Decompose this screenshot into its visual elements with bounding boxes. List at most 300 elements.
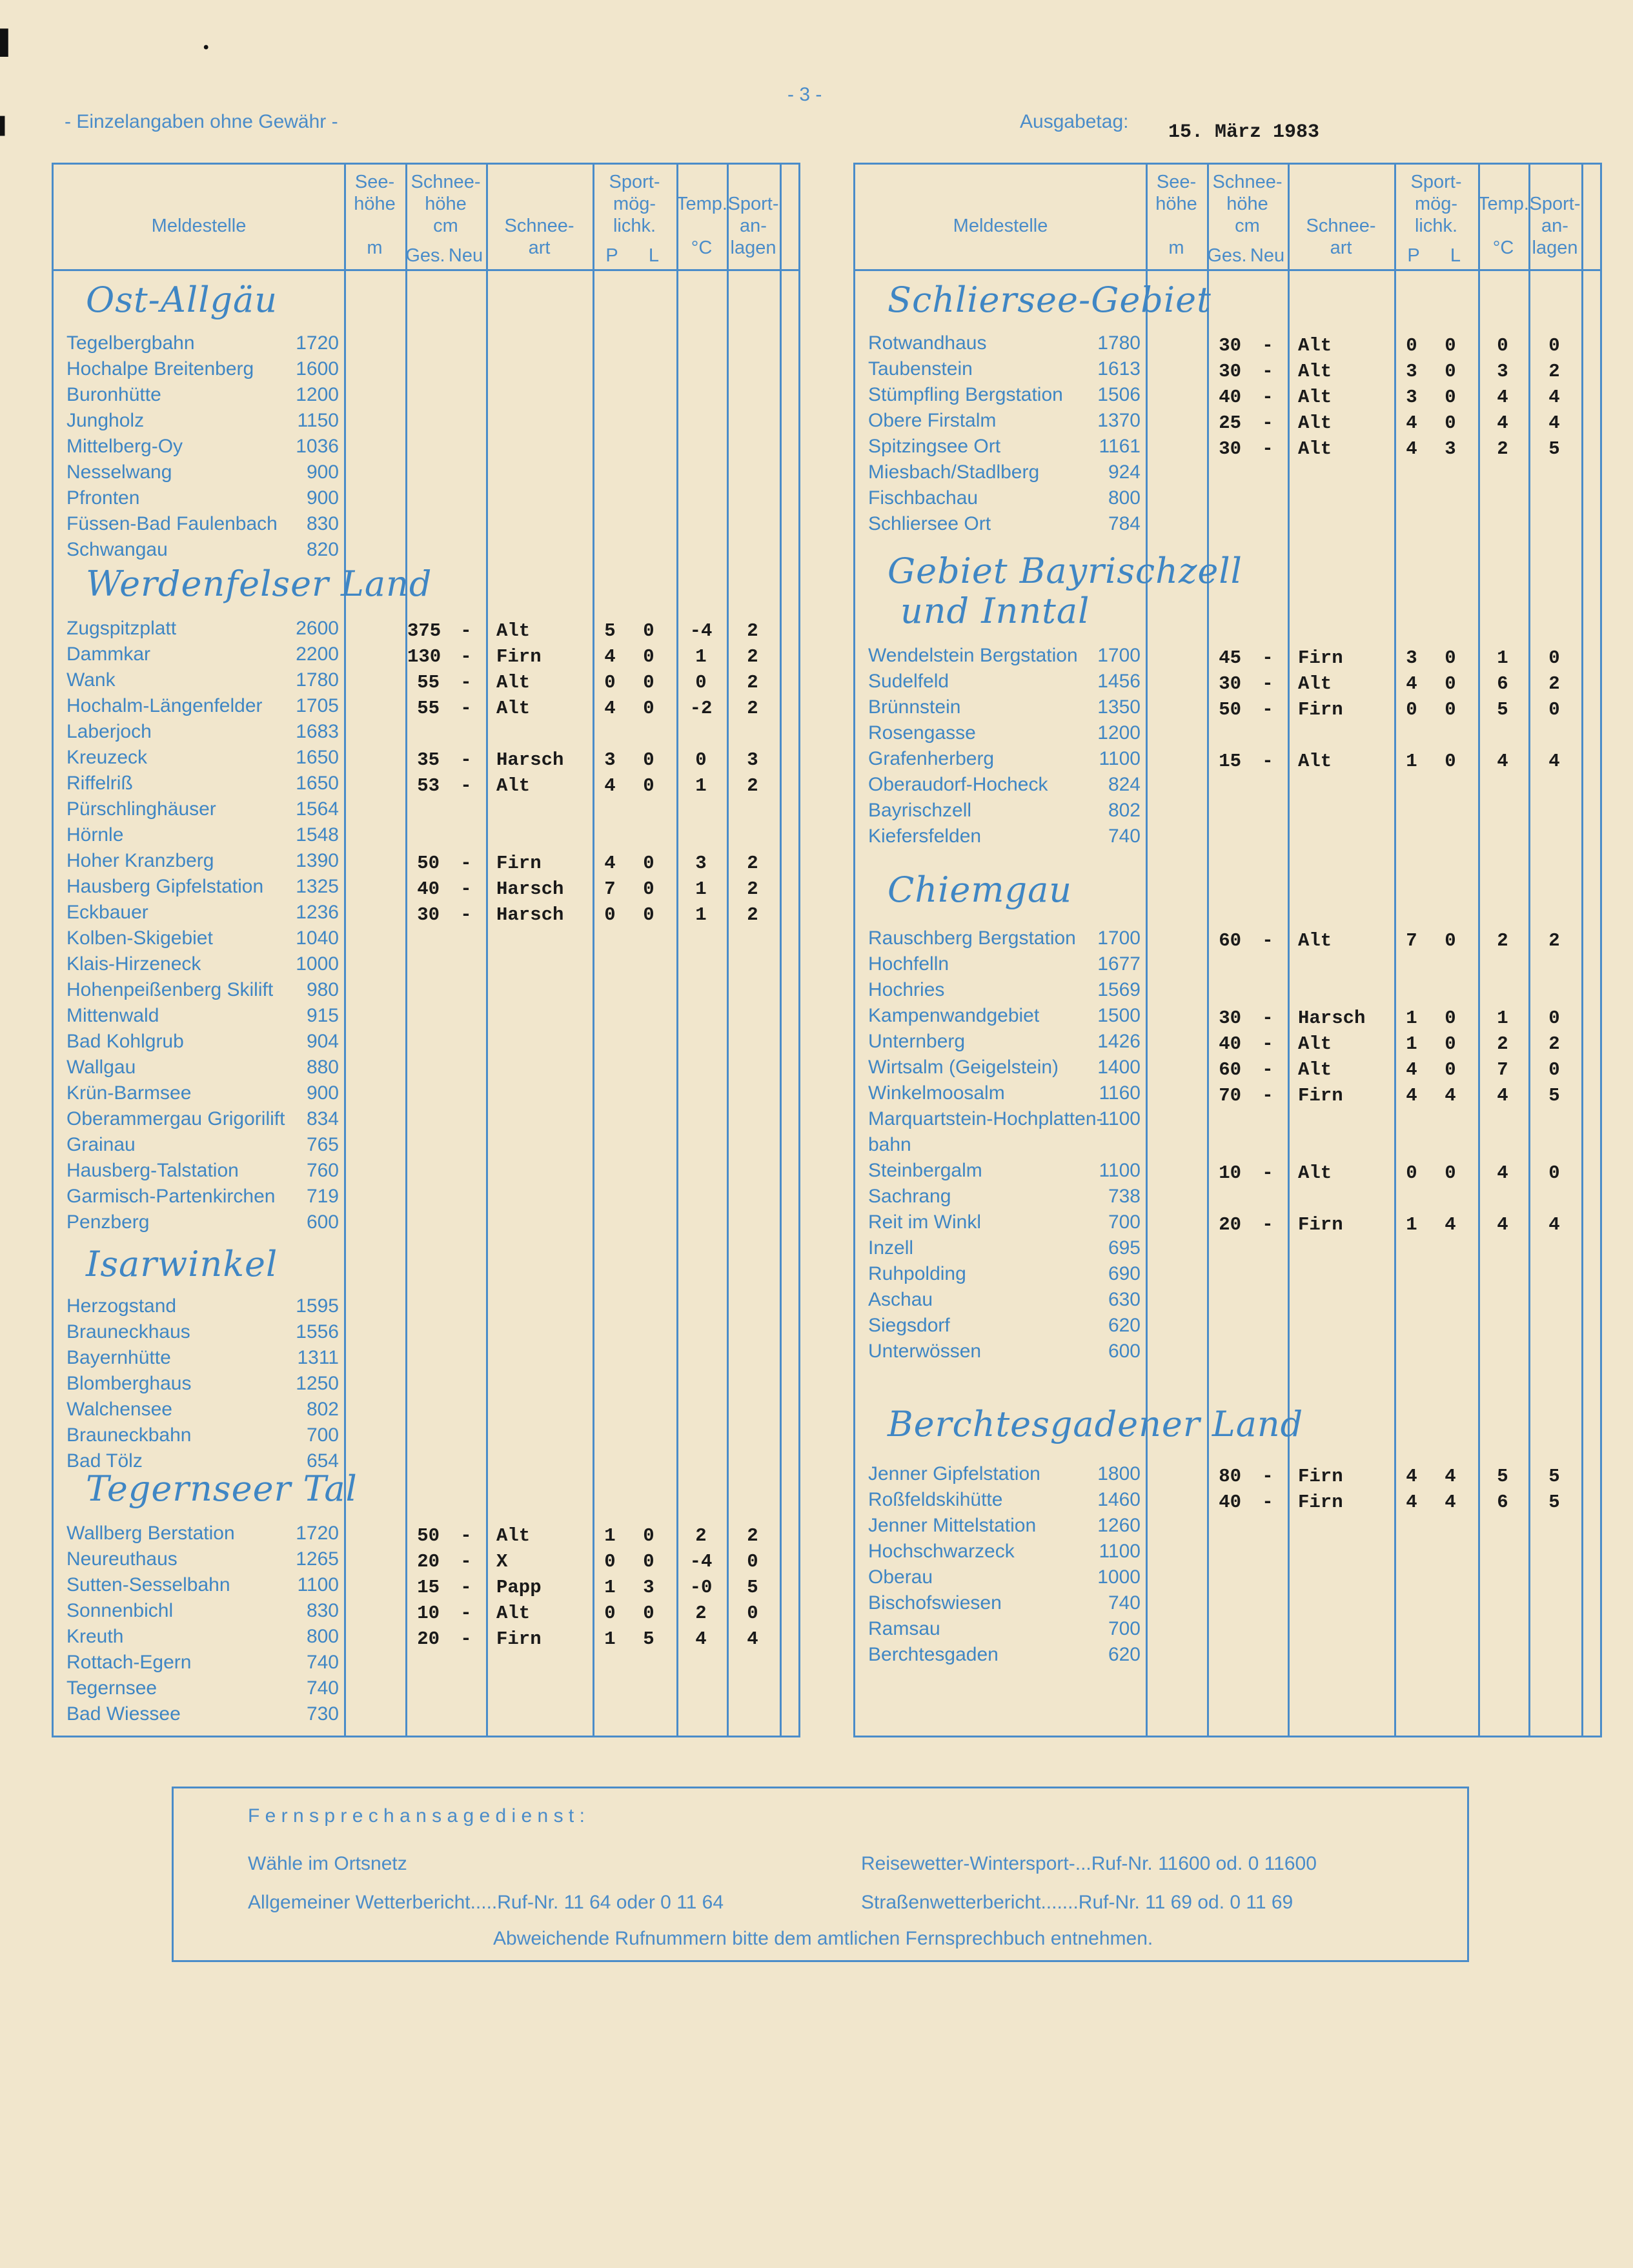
sport-l: 0 bbox=[643, 878, 654, 900]
snow-type: Alt bbox=[1298, 387, 1332, 408]
right-table bbox=[853, 163, 1602, 1737]
altitude: 1150 bbox=[297, 410, 339, 431]
station-name: Füssen-Bad Faulenbach bbox=[66, 513, 278, 534]
station-name: Oberammergau Grigorilift bbox=[66, 1108, 285, 1129]
header-sport-p: P bbox=[1407, 245, 1420, 266]
temperature: 1 bbox=[1497, 647, 1508, 669]
station-name: Rauschberg Bergstation bbox=[868, 927, 1076, 949]
snow-new: - bbox=[1262, 1162, 1273, 1184]
lifts: 5 bbox=[1548, 1466, 1560, 1487]
station-row bbox=[855, 1289, 1600, 1315]
snow-type: Harsch bbox=[496, 878, 564, 900]
temperature: 4 bbox=[1497, 751, 1508, 772]
lifts: 2 bbox=[747, 904, 758, 926]
altitude: 802 bbox=[306, 1399, 339, 1420]
snow-new: - bbox=[1262, 1085, 1273, 1106]
sport-p: 0 bbox=[604, 672, 616, 693]
altitude: 904 bbox=[306, 1031, 339, 1052]
station-name: Hoher Kranzberg bbox=[66, 850, 214, 871]
altitude: 1100 bbox=[1099, 1541, 1141, 1562]
station-name: Eckbauer bbox=[66, 902, 148, 923]
altitude: 1500 bbox=[1097, 1005, 1141, 1026]
station-name: Rottach-Egern bbox=[66, 1652, 192, 1673]
station-name: Buronhütte bbox=[66, 384, 161, 405]
altitude: 740 bbox=[1108, 825, 1141, 847]
temperature: 3 bbox=[695, 853, 707, 874]
altitude: 1650 bbox=[296, 773, 339, 794]
station-name: Jenner Mittelstation bbox=[868, 1515, 1037, 1536]
station-row bbox=[54, 876, 798, 902]
station-name: Sachrang bbox=[868, 1186, 951, 1207]
altitude: 765 bbox=[306, 1134, 339, 1155]
station-row bbox=[855, 1489, 1600, 1515]
altitude: 600 bbox=[306, 1211, 339, 1233]
station-row bbox=[855, 1108, 1600, 1134]
station-row bbox=[855, 1057, 1600, 1082]
station-row bbox=[54, 1134, 798, 1160]
station-name: Herzogstand bbox=[66, 1295, 177, 1317]
sport-l: 0 bbox=[1445, 1007, 1456, 1029]
altitude: 980 bbox=[306, 979, 339, 1000]
temperature: 0 bbox=[695, 749, 707, 771]
station-row bbox=[855, 1031, 1600, 1057]
lifts: 0 bbox=[1548, 647, 1560, 669]
station-row bbox=[855, 825, 1600, 851]
altitude: 760 bbox=[306, 1160, 339, 1181]
altitude: 1700 bbox=[1097, 645, 1141, 666]
sport-p: 1 bbox=[1406, 751, 1417, 772]
station-row bbox=[855, 696, 1600, 722]
sport-p: 1 bbox=[1406, 1033, 1417, 1055]
temperature: 1 bbox=[1497, 1007, 1508, 1029]
snow-new: - bbox=[460, 1577, 472, 1598]
snow-total: 30 bbox=[1219, 438, 1241, 460]
lifts: 0 bbox=[1548, 1059, 1560, 1080]
sport-l: 0 bbox=[643, 749, 654, 771]
sport-p: 3 bbox=[604, 749, 616, 771]
station-row bbox=[855, 1082, 1600, 1108]
station-row bbox=[855, 722, 1600, 748]
snow-type: Harsch bbox=[496, 904, 564, 926]
altitude: 1556 bbox=[296, 1321, 339, 1342]
sport-l: 0 bbox=[643, 853, 654, 874]
station-name: Brünnstein bbox=[868, 696, 961, 718]
altitude: 1780 bbox=[296, 669, 339, 691]
snow-type: Alt bbox=[1298, 335, 1332, 356]
station-row bbox=[54, 953, 798, 979]
header-station: Meldestelle bbox=[151, 216, 247, 236]
altitude: 1161 bbox=[1099, 436, 1141, 457]
station-row bbox=[855, 927, 1600, 953]
station-row bbox=[855, 436, 1600, 461]
snow-total: 53 bbox=[417, 775, 440, 796]
sport-l: 4 bbox=[1445, 1492, 1456, 1513]
station-row bbox=[54, 1160, 798, 1186]
temperature: 3 bbox=[1497, 361, 1508, 382]
temperature: 5 bbox=[1497, 699, 1508, 720]
station-row bbox=[54, 927, 798, 953]
snow-total: 45 bbox=[1219, 647, 1241, 669]
snow-total: 25 bbox=[1219, 412, 1241, 434]
station-row bbox=[54, 695, 798, 721]
station-name: Pfronten bbox=[66, 487, 140, 509]
altitude: 1780 bbox=[1097, 332, 1141, 354]
station-row bbox=[54, 824, 798, 850]
altitude: 1160 bbox=[1099, 1082, 1141, 1104]
snow-type: Alt bbox=[1298, 751, 1332, 772]
lifts: 2 bbox=[747, 672, 758, 693]
temperature: 2 bbox=[695, 1525, 707, 1546]
altitude: 730 bbox=[306, 1703, 339, 1725]
altitude: 830 bbox=[306, 513, 339, 534]
altitude: 1595 bbox=[296, 1295, 339, 1317]
altitude: 1800 bbox=[1097, 1463, 1141, 1484]
section-title-line2: und Inntal bbox=[900, 591, 1090, 631]
snow-new: - bbox=[460, 1628, 472, 1650]
altitude: 700 bbox=[1108, 1618, 1141, 1639]
altitude: 695 bbox=[1108, 1237, 1141, 1259]
section-title: Berchtesgadener Land bbox=[888, 1404, 1304, 1444]
station-name: Bayrischzell bbox=[868, 800, 972, 821]
header-snow-total: Ges. bbox=[405, 245, 445, 266]
station-name: Kiefersfelden bbox=[868, 825, 982, 847]
temperature: 4 bbox=[1497, 387, 1508, 408]
sport-p: 0 bbox=[1406, 335, 1417, 356]
station-name: Riffelriß bbox=[66, 773, 133, 794]
station-name: Dammkar bbox=[66, 643, 151, 665]
snow-type: Alt bbox=[1298, 1162, 1332, 1184]
station-name: Walchensee bbox=[66, 1399, 172, 1420]
station-name: Brauneckbahn bbox=[66, 1424, 192, 1446]
snow-type: Alt bbox=[496, 1525, 531, 1546]
station-name: Hochalm-Längenfelder bbox=[66, 695, 263, 716]
snow-new: - bbox=[1262, 335, 1273, 356]
station-row bbox=[54, 487, 798, 513]
header-sport-l: L bbox=[648, 245, 660, 266]
station-name: Krün-Barmsee bbox=[66, 1082, 192, 1104]
snow-new: - bbox=[1262, 361, 1273, 382]
temperature: 4 bbox=[1497, 1085, 1508, 1106]
station-name: Bad Wiessee bbox=[66, 1703, 181, 1725]
punch-mark-top: ▌ bbox=[0, 28, 17, 55]
altitude: 900 bbox=[306, 461, 339, 483]
sport-l: 3 bbox=[1445, 438, 1456, 460]
temperature: -2 bbox=[689, 698, 713, 719]
station-row bbox=[855, 1211, 1600, 1237]
sport-l: 0 bbox=[1445, 335, 1456, 356]
header-sport-l: L bbox=[1450, 245, 1461, 266]
sport-l: 0 bbox=[1445, 1162, 1456, 1184]
snow-type: Alt bbox=[1298, 673, 1332, 694]
station-name: Jenner Gipfelstation bbox=[868, 1463, 1040, 1484]
sport-p: 4 bbox=[1406, 1492, 1417, 1513]
sport-l: 0 bbox=[1445, 387, 1456, 408]
sport-p: 0 bbox=[1406, 699, 1417, 720]
station-row bbox=[54, 1626, 798, 1652]
issue-date: 15. März 1983 bbox=[1168, 121, 1320, 143]
snow-total: 60 bbox=[1219, 1059, 1241, 1080]
station-row bbox=[54, 850, 798, 876]
header-altitude: See- höhe m bbox=[1155, 172, 1197, 258]
phone-line-left-1: Wähle im Ortsnetz bbox=[248, 1853, 407, 1874]
station-row bbox=[54, 1347, 798, 1373]
snow-total: 15 bbox=[417, 1577, 440, 1598]
snow-new: - bbox=[1262, 930, 1273, 951]
snow-type: Alt bbox=[1298, 1033, 1332, 1055]
lifts: 5 bbox=[1548, 438, 1560, 460]
temperature: 5 bbox=[1497, 1466, 1508, 1487]
snow-new: - bbox=[1262, 699, 1273, 720]
station-row bbox=[54, 332, 798, 358]
section-title: Werdenfelser Land bbox=[86, 563, 432, 604]
altitude: 824 bbox=[1108, 774, 1141, 795]
sport-p: 1 bbox=[1406, 1007, 1417, 1029]
sport-l: 0 bbox=[643, 904, 654, 926]
snow-type: Harsch bbox=[496, 749, 564, 771]
station-row bbox=[54, 669, 798, 695]
snow-total: 30 bbox=[1219, 1007, 1241, 1029]
section-title: Gebiet Bayrischzell bbox=[888, 551, 1242, 591]
altitude: 700 bbox=[1108, 1211, 1141, 1233]
snow-total: 55 bbox=[417, 698, 440, 719]
altitude: 1000 bbox=[296, 953, 339, 975]
altitude: 2600 bbox=[296, 618, 339, 639]
sport-l: 0 bbox=[643, 1603, 654, 1624]
snow-new: - bbox=[460, 698, 472, 719]
phone-service-title: F e r n s p r e c h a n s a g e d i e n s t : bbox=[248, 1805, 585, 1827]
station-name: Taubenstein bbox=[868, 358, 973, 380]
sport-l: 0 bbox=[1445, 361, 1456, 382]
phone-service-note: Abweichende Rufnummern bitte dem amtlichen Fernsprechbuch entnehmen. bbox=[493, 1928, 1153, 1949]
station-name: Hörnle bbox=[66, 824, 124, 845]
altitude: 1100 bbox=[1099, 748, 1141, 769]
altitude: 1548 bbox=[296, 824, 339, 845]
snow-new: - bbox=[1262, 1059, 1273, 1080]
altitude: 1100 bbox=[1099, 1160, 1141, 1181]
altitude: 700 bbox=[306, 1424, 339, 1446]
station-row bbox=[855, 953, 1600, 979]
altitude: 1311 bbox=[297, 1347, 339, 1368]
station-row bbox=[54, 979, 798, 1005]
snow-new: - bbox=[460, 775, 472, 796]
snow-new: - bbox=[1262, 1492, 1273, 1513]
altitude: 654 bbox=[306, 1450, 339, 1472]
altitude: 690 bbox=[1108, 1263, 1141, 1284]
header-altitude: See- höhe m bbox=[354, 172, 396, 258]
lifts: 4 bbox=[1548, 412, 1560, 434]
temperature: -4 bbox=[689, 620, 713, 642]
disclaimer: - Einzelangaben ohne Gewähr - bbox=[65, 111, 338, 132]
station-name: Nesselwang bbox=[66, 461, 172, 483]
altitude: 1100 bbox=[1099, 1108, 1141, 1129]
temperature: 4 bbox=[1497, 1162, 1508, 1184]
station-name: Neureuthaus bbox=[66, 1548, 178, 1570]
snow-type: X bbox=[496, 1551, 508, 1572]
issue-label: Ausgabetag: bbox=[1020, 111, 1129, 132]
phone-service-box bbox=[172, 1787, 1469, 1962]
sport-l: 0 bbox=[643, 775, 654, 796]
sport-p: 3 bbox=[1406, 387, 1417, 408]
snow-type: Alt bbox=[1298, 438, 1332, 460]
snow-total: 55 bbox=[417, 672, 440, 693]
snow-total: 20 bbox=[1219, 1214, 1241, 1235]
station-row bbox=[855, 1263, 1600, 1289]
altitude: 1700 bbox=[1097, 927, 1141, 949]
station-row bbox=[855, 1566, 1600, 1592]
station-row bbox=[855, 487, 1600, 513]
lifts: 2 bbox=[747, 878, 758, 900]
station-name: Wank bbox=[66, 669, 116, 691]
sport-p: 4 bbox=[1406, 1466, 1417, 1487]
altitude: 900 bbox=[306, 487, 339, 509]
station-name: Kampenwandgebiet bbox=[868, 1005, 1040, 1026]
snow-type: Firn bbox=[496, 1628, 542, 1650]
station-row bbox=[855, 1644, 1600, 1670]
sport-p: 0 bbox=[1406, 1162, 1417, 1184]
snow-type: Alt bbox=[1298, 361, 1332, 382]
left-table bbox=[52, 163, 800, 1737]
station-row bbox=[855, 1186, 1600, 1211]
snow-new: - bbox=[460, 878, 472, 900]
station-row bbox=[54, 358, 798, 384]
temperature: 4 bbox=[1497, 1214, 1508, 1235]
station-row bbox=[855, 1160, 1600, 1186]
snow-type: Alt bbox=[496, 1603, 531, 1624]
station-row bbox=[855, 1315, 1600, 1341]
snow-type: Firn bbox=[1298, 699, 1343, 720]
station-name: Blomberghaus bbox=[66, 1373, 192, 1394]
station-name: Steinbergalm bbox=[868, 1160, 982, 1181]
section-title: Ost-Allgäu bbox=[86, 279, 278, 320]
station-name: Inzell bbox=[868, 1237, 914, 1259]
snow-type: Harsch bbox=[1298, 1007, 1366, 1029]
sport-l: 0 bbox=[643, 1551, 654, 1572]
header-sport-p: P bbox=[605, 245, 618, 266]
sport-l: 0 bbox=[1445, 930, 1456, 951]
temperature: 2 bbox=[695, 1603, 707, 1624]
station-row bbox=[855, 410, 1600, 436]
station-name: Unterwössen bbox=[868, 1341, 982, 1362]
snow-total: 30 bbox=[1219, 335, 1241, 356]
station-row bbox=[54, 1057, 798, 1082]
altitude: 620 bbox=[1108, 1644, 1141, 1665]
station-name: Grafenherberg bbox=[868, 748, 995, 769]
sport-p: 1 bbox=[604, 1577, 616, 1598]
station-name: Kreuth bbox=[66, 1626, 124, 1647]
altitude: 1650 bbox=[296, 747, 339, 768]
station-row bbox=[54, 1399, 798, 1424]
temperature: 1 bbox=[695, 646, 707, 667]
station-name: Sudelfeld bbox=[868, 671, 949, 692]
station-row bbox=[54, 721, 798, 747]
section-title: Chiemgau bbox=[888, 869, 1073, 910]
station-row bbox=[54, 1424, 798, 1450]
altitude: 800 bbox=[1108, 487, 1141, 509]
temperature: 4 bbox=[695, 1628, 707, 1650]
sport-p: 4 bbox=[604, 775, 616, 796]
station-name: Kreuzeck bbox=[66, 747, 148, 768]
snow-total: 40 bbox=[1219, 1492, 1241, 1513]
altitude: 1456 bbox=[1097, 671, 1141, 692]
station-row bbox=[855, 384, 1600, 410]
sport-l: 0 bbox=[643, 698, 654, 719]
sport-p: 7 bbox=[1406, 930, 1417, 951]
altitude: 1677 bbox=[1097, 953, 1141, 975]
altitude: 1350 bbox=[1097, 696, 1141, 718]
snow-type: Alt bbox=[1298, 412, 1332, 434]
altitude: 1260 bbox=[1097, 1515, 1141, 1536]
station-name: Zugspitzplatt bbox=[66, 618, 177, 639]
temperature: -0 bbox=[689, 1577, 713, 1598]
snow-type: Firn bbox=[496, 646, 542, 667]
page-number: - 3 - bbox=[787, 84, 822, 105]
altitude: 820 bbox=[306, 539, 339, 560]
sport-l: 0 bbox=[1445, 1059, 1456, 1080]
snow-type: Alt bbox=[1298, 930, 1332, 951]
lifts: 4 bbox=[1548, 751, 1560, 772]
station-row bbox=[54, 1031, 798, 1057]
sport-p: 4 bbox=[1406, 1059, 1417, 1080]
station-row bbox=[54, 461, 798, 487]
station-name: Hochfelln bbox=[868, 953, 949, 975]
station-row bbox=[54, 643, 798, 669]
header-snow-new: Neu bbox=[1250, 245, 1285, 266]
station-row bbox=[54, 1108, 798, 1134]
header-snow-depth: Schnee- höhe cm bbox=[411, 172, 481, 236]
station-name: Bischofswiesen bbox=[868, 1592, 1002, 1614]
station-row bbox=[54, 539, 798, 565]
altitude: 1200 bbox=[296, 384, 339, 405]
altitude: 1200 bbox=[1097, 722, 1141, 744]
header-sport: Sport- mög- lichk. bbox=[1410, 172, 1462, 236]
station-name: Hochalpe Breitenberg bbox=[66, 358, 254, 380]
station-row bbox=[54, 1703, 798, 1729]
snow-type: Alt bbox=[496, 775, 531, 796]
sport-p: 3 bbox=[1406, 361, 1417, 382]
altitude: 830 bbox=[306, 1600, 339, 1621]
lifts: 5 bbox=[1548, 1492, 1560, 1513]
header-snow-type: Schnee- art bbox=[504, 216, 574, 258]
station-row bbox=[855, 1515, 1600, 1541]
station-name: Bad Kohlgrub bbox=[66, 1031, 184, 1052]
sport-p: 4 bbox=[604, 698, 616, 719]
station-row bbox=[54, 1186, 798, 1211]
station-row bbox=[855, 1134, 1600, 1160]
station-name: Brauneckhaus bbox=[66, 1321, 190, 1342]
station-name: Hausberg Gipfelstation bbox=[66, 876, 264, 897]
temperature: -4 bbox=[689, 1551, 713, 1572]
snow-total: 15 bbox=[1219, 751, 1241, 772]
station-name: Siegsdorf bbox=[868, 1315, 950, 1336]
snow-type: Firn bbox=[1298, 1214, 1343, 1235]
station-row bbox=[54, 773, 798, 798]
station-row bbox=[54, 1373, 798, 1399]
altitude: 719 bbox=[306, 1186, 339, 1207]
snow-total: 60 bbox=[1219, 930, 1241, 951]
station-row bbox=[54, 410, 798, 436]
header-snow-new: Neu bbox=[448, 245, 483, 266]
station-row bbox=[54, 513, 798, 539]
header-lifts: Sport- an- lagen bbox=[727, 194, 779, 258]
station-name: Aschau bbox=[868, 1289, 933, 1310]
header-temp: Temp. °C bbox=[676, 194, 727, 258]
station-name: Unternberg bbox=[868, 1031, 966, 1052]
sport-p: 1 bbox=[1406, 1214, 1417, 1235]
sport-l: 5 bbox=[643, 1628, 654, 1650]
snow-type: Firn bbox=[1298, 1466, 1343, 1487]
altitude: 1236 bbox=[296, 902, 339, 923]
snow-new: - bbox=[1262, 387, 1273, 408]
